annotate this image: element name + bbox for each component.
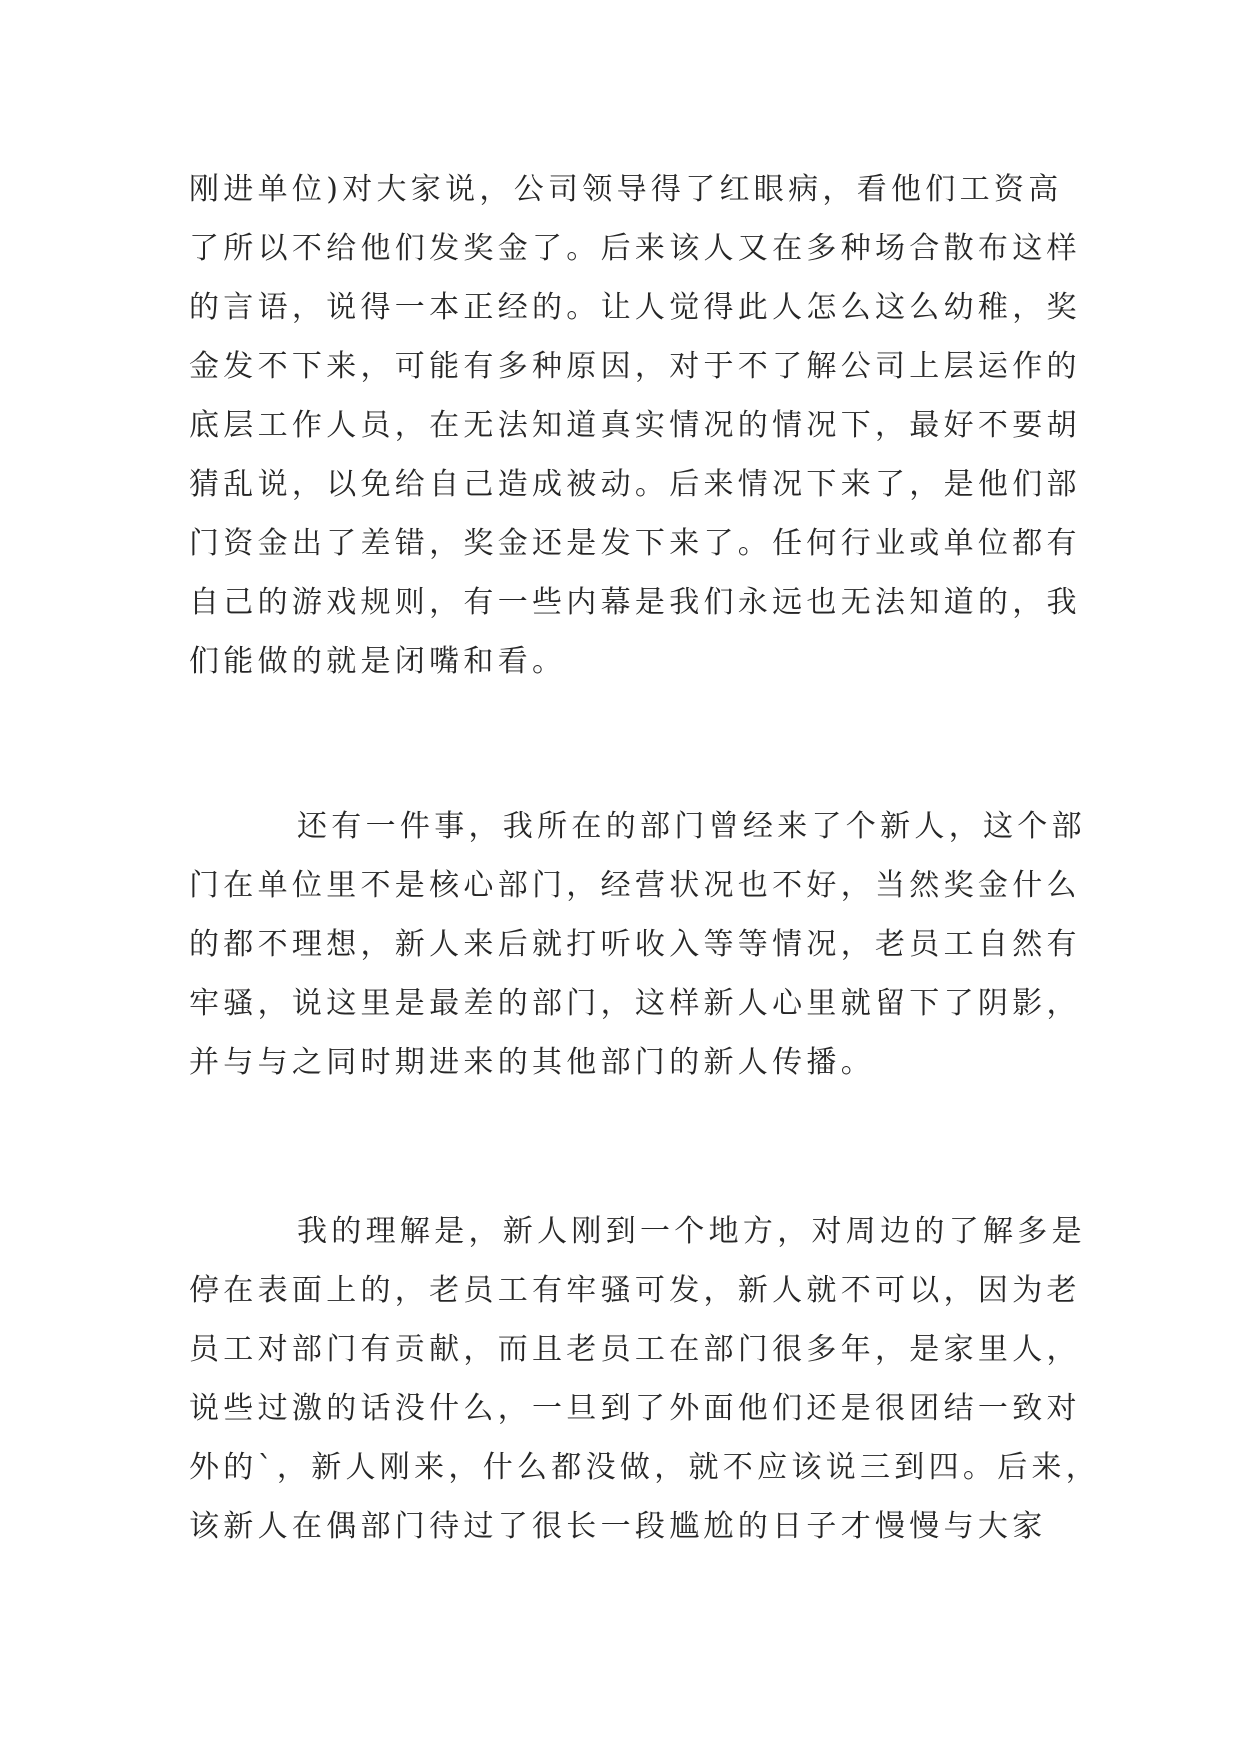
text-line: 自己的游戏规则，有一些内幕是我们永远也无法知道的，我 <box>189 585 1081 620</box>
paragraph-2 <box>189 797 1086 1092</box>
text-line: 猜乱说，以免给自己造成被动。后来情况下来了，是他们部 <box>189 467 1081 502</box>
text-line: 牢骚，说这里是最差的部门，这样新人心里就留下了阴影， <box>189 986 1081 1021</box>
text-line: 停在表面上的，老员工有牢骚可发，新人就不可以，因为老 <box>189 1273 1081 1308</box>
text-line: 了所以不给他们发奖金了。后来该人又在多种场合散布这样 <box>189 231 1081 266</box>
text-line: 该新人在偶部门待过了很长一段尴尬的日子才慢慢与大家 <box>189 1509 1047 1544</box>
text-line: 的都不理想，新人来后就打听收入等等情况，老员工自然有 <box>189 927 1081 962</box>
text-line: 底层工作人员，在无法知道真实情况的情况下，最好不要胡 <box>189 408 1081 443</box>
text-line: 刚进单位)对大家说，公司领导得了红眼病，看他们工资高 <box>189 172 1063 207</box>
paragraph-1 <box>189 160 1081 691</box>
text-line: 员工对部门有贡献，而且老员工在部门很多年，是家里人， <box>189 1332 1081 1367</box>
text-line: 金发不下来，可能有多种原因，对于不了解公司上层运作的 <box>189 349 1081 384</box>
text-line: 外的`，新人刚来，什么都没做，就不应该说三到四。后来， <box>189 1450 1101 1485</box>
text-line-indented: 还有一件事，我所在的部门曾经来了个新人，这个部 <box>297 809 1086 844</box>
text-line: 的言语，说得一本正经的。让人觉得此人怎么这么幼稚，奖 <box>189 290 1081 325</box>
text-line: 们能做的就是闭嘴和看。 <box>189 644 567 679</box>
text-line: 说些过激的话没什么，一旦到了外面他们还是很团结一致对 <box>189 1391 1081 1426</box>
text-line: 门在单位里不是核心部门，经营状况也不好，当然奖金什么 <box>189 868 1081 903</box>
text-line: 并与与之同时期进来的其他部门的新人传播。 <box>189 1045 875 1080</box>
paragraph-3 <box>189 1202 1101 1556</box>
text-line: 门资金出了差错，奖金还是发下来了。任何行业或单位都有 <box>189 526 1081 561</box>
text-line-indented: 我的理解是，新人刚到一个地方，对周边的了解多是 <box>297 1214 1086 1249</box>
